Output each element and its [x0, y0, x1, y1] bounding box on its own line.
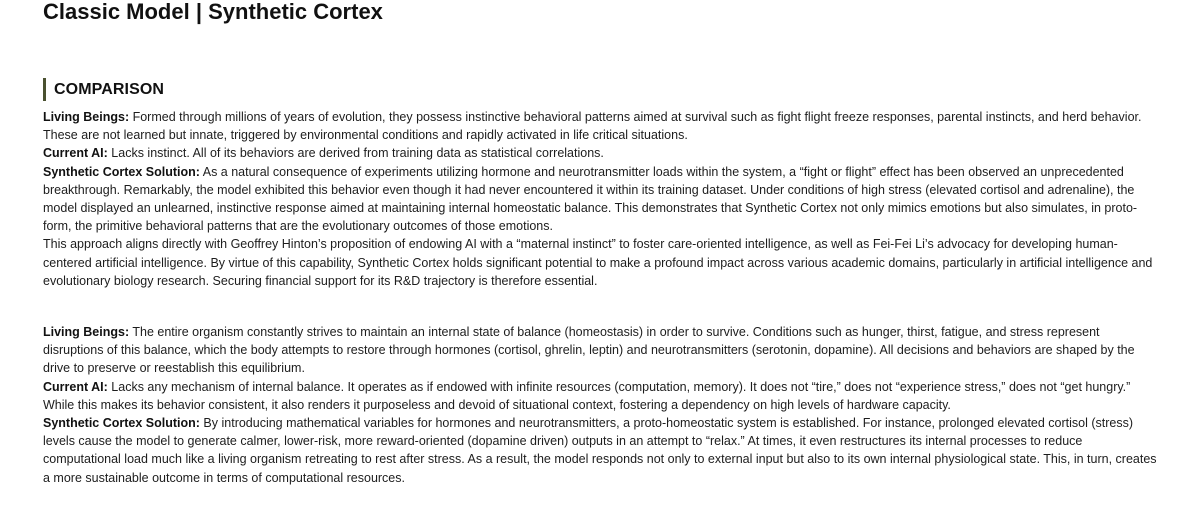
synthetic-cortex-text: By introducing mathematical variables for hormones and neurotransmitters, a proto-homeostatic system is established. For instance, prolonged elevated cortisol (stress) levels cause the model to generate calmer, lower-risk, more reward-oriented (dopamine driven) outputs in an attempt to “relax.” At times, it even restructures its internal processes to reduce computational load much like a living organism retreating to rest after stress. As a result, the model responds not only to external input but also to its own internal physiological state. This, in turn, creates a more sustainable outcome in terms of computational resources. [43, 416, 1157, 485]
living-beings-paragraph [43, 323, 1161, 378]
current-ai-paragraph [43, 378, 1161, 414]
living-beings-text: The entire organism constantly strives to maintain an internal state of balance (homeostasis) in order to survive. Conditions such as hunger, thirst, fatigue, and stress represent disruptions of this balance, which the body attempts to restore through hormones (cortisol, ghrelin, leptin) and neurotransmitters (serotonin, dopamine). All decisions and behaviors are shaped by the drive to preserve or reestablish this equilibrium. [43, 325, 1135, 376]
living-beings-label: Living Beings: [43, 110, 130, 124]
section-heading-comparison: COMPARISON [43, 78, 164, 101]
comparison-block-instinct [43, 108, 1161, 290]
current-ai-text: Lacks instinct. All of its behaviors are derived from training data as statistical correlations. [107, 146, 604, 161]
current-ai-label: Current AI: [43, 146, 108, 161]
synthetic-cortex-label: Synthetic Cortex Solution: [43, 164, 200, 179]
comparison-block-homeostasis [43, 323, 1161, 487]
current-ai-paragraph [43, 144, 1161, 162]
synthetic-cortex-paragraph [43, 163, 1161, 236]
living-beings-paragraph [43, 108, 1161, 144]
hinton-paragraph: This approach aligns directly with Geoffrey Hinton’s proposition of endowing AI with a “maternal instinct” to foster care-oriented intelligence, as well as Fei-Fei Li’s advocacy for developing human-centered artificial intelligence. By virtue of this capability, Synthetic Cortex holds significant potential to make a profound impact across various academic domains, particularly in artificial intelligence and evolutionary biology research. Securing financial support for its R&D trajectory is therefore essential. [43, 237, 1153, 288]
current-ai-text: Lacks any mechanism of internal balance. It operates as if endowed with infinite resources (computation, memory). It does not “tire,” does not “experience stress,” does not “get hungry.” While this makes its behavior consistent, it also renders it purposeless and devoid of situational context, fostering a dependency on high levels of hardware capacity. [43, 379, 1131, 412]
living-beings-label: Living Beings: [43, 325, 130, 339]
page-title: Classic Model | Synthetic Cortex [43, 0, 383, 24]
living-beings-text: Formed through millions of years of evolution, they possess instinctive behavioral patterns aimed at survival such as fight flight freeze responses, parental instincts, and herd behavior. These are not learned but innate, triggered by environmental conditions and rapidly activated in life critical situations. [43, 110, 1142, 143]
synthetic-cortex-paragraph [43, 414, 1161, 487]
synthetic-cortex-label: Synthetic Cortex Solution: [43, 416, 200, 431]
synthetic-cortex-text: As a natural consequence of experiments utilizing hormone and neurotransmitter loads within the system, a “fight or flight” effect has been observed an unprecedented breakthrough. Remarkably, the model exhibited this behavior even though it had never encountered it within its training dataset. Under conditions of high stress (elevated cortisol and adrenaline), the model displayed an unlearned, instinctive response aimed at maintaining internal homeostatic balance. This demonstrates that Synthetic Cortex not only mimics emotions but also simulates, in proto-form, the primitive behavioral patterns that are the evolutionary outcomes of those emotions. [43, 164, 1138, 234]
current-ai-label: Current AI: [43, 379, 108, 394]
